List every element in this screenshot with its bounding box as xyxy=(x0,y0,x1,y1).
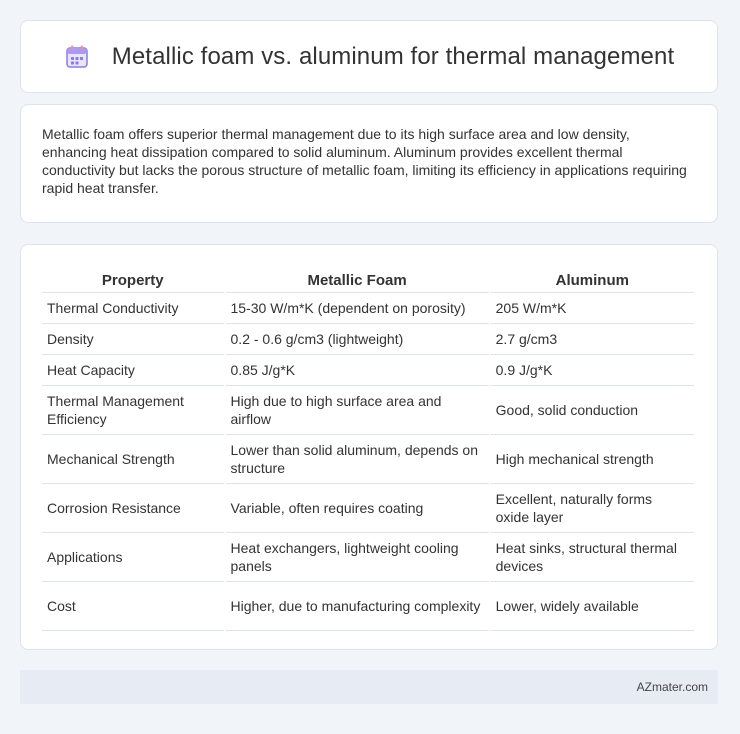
cell-metallic-foam: 15-30 W/m*K (dependent on porosity) xyxy=(226,293,489,324)
cell-property: Thermal Conductivity xyxy=(42,293,224,324)
cell-aluminum: Good, solid conduction xyxy=(491,386,694,435)
cell-property: Density xyxy=(42,324,224,355)
title-card xyxy=(20,20,718,93)
table-row xyxy=(42,355,694,386)
cell-aluminum: 2.7 g/cm3 xyxy=(491,324,694,355)
intro-card xyxy=(20,104,718,223)
cell-property: Mechanical Strength xyxy=(42,435,224,484)
table-row xyxy=(42,293,694,324)
cell-metallic-foam: 0.2 - 0.6 g/cm3 (lightweight) xyxy=(226,324,489,355)
table-row xyxy=(42,435,694,484)
table-row xyxy=(42,324,694,355)
cell-aluminum: Heat sinks, structural thermal devices xyxy=(491,533,694,582)
table-card xyxy=(20,244,718,650)
cell-property: Heat Capacity xyxy=(42,355,224,386)
table-row xyxy=(42,386,694,435)
header-property: Property xyxy=(42,266,224,293)
cell-aluminum: High mechanical strength xyxy=(491,435,694,484)
cell-metallic-foam: High due to high surface area and airflow xyxy=(226,386,489,435)
cell-property: Cost xyxy=(42,582,224,631)
header-aluminum: Aluminum xyxy=(491,266,694,293)
calendar-icon xyxy=(64,44,90,70)
footer-source: AZmater.com xyxy=(636,680,708,694)
header-metallic-foam: Metallic Foam xyxy=(226,266,489,293)
cell-aluminum: Excellent, naturally forms oxide layer xyxy=(491,484,694,533)
cell-metallic-foam: 0.85 J/g*K xyxy=(226,355,489,386)
intro-paragraph: Metallic foam offers superior thermal management due to its high surface area and low density, enhancing heat dissipation compared to solid aluminum. Aluminum provides excellent thermal conductivity but lacks the porous structure of metallic foam, limiting its efficiency in applications requiring rapid heat transfer. xyxy=(42,126,687,196)
cell-metallic-foam: Higher, due to manufacturing complexity xyxy=(226,582,489,631)
cell-property: Corrosion Resistance xyxy=(42,484,224,533)
cell-property: Applications xyxy=(42,533,224,582)
table-row xyxy=(42,533,694,582)
comparison-table xyxy=(40,266,696,631)
table-row xyxy=(42,582,694,631)
cell-metallic-foam: Lower than solid aluminum, depends on structure xyxy=(226,435,489,484)
cell-aluminum: 205 W/m*K xyxy=(491,293,694,324)
cell-aluminum: Lower, widely available xyxy=(491,582,694,631)
cell-aluminum: 0.9 J/g*K xyxy=(491,355,694,386)
page-title: Metallic foam vs. aluminum for thermal management xyxy=(111,42,675,70)
cell-property: Thermal Management Efficiency xyxy=(42,386,224,435)
table-header-row xyxy=(42,266,694,293)
cell-metallic-foam: Variable, often requires coating xyxy=(226,484,489,533)
cell-metallic-foam: Heat exchangers, lightweight cooling panels xyxy=(226,533,489,582)
footer xyxy=(20,670,718,704)
table-row xyxy=(42,484,694,533)
